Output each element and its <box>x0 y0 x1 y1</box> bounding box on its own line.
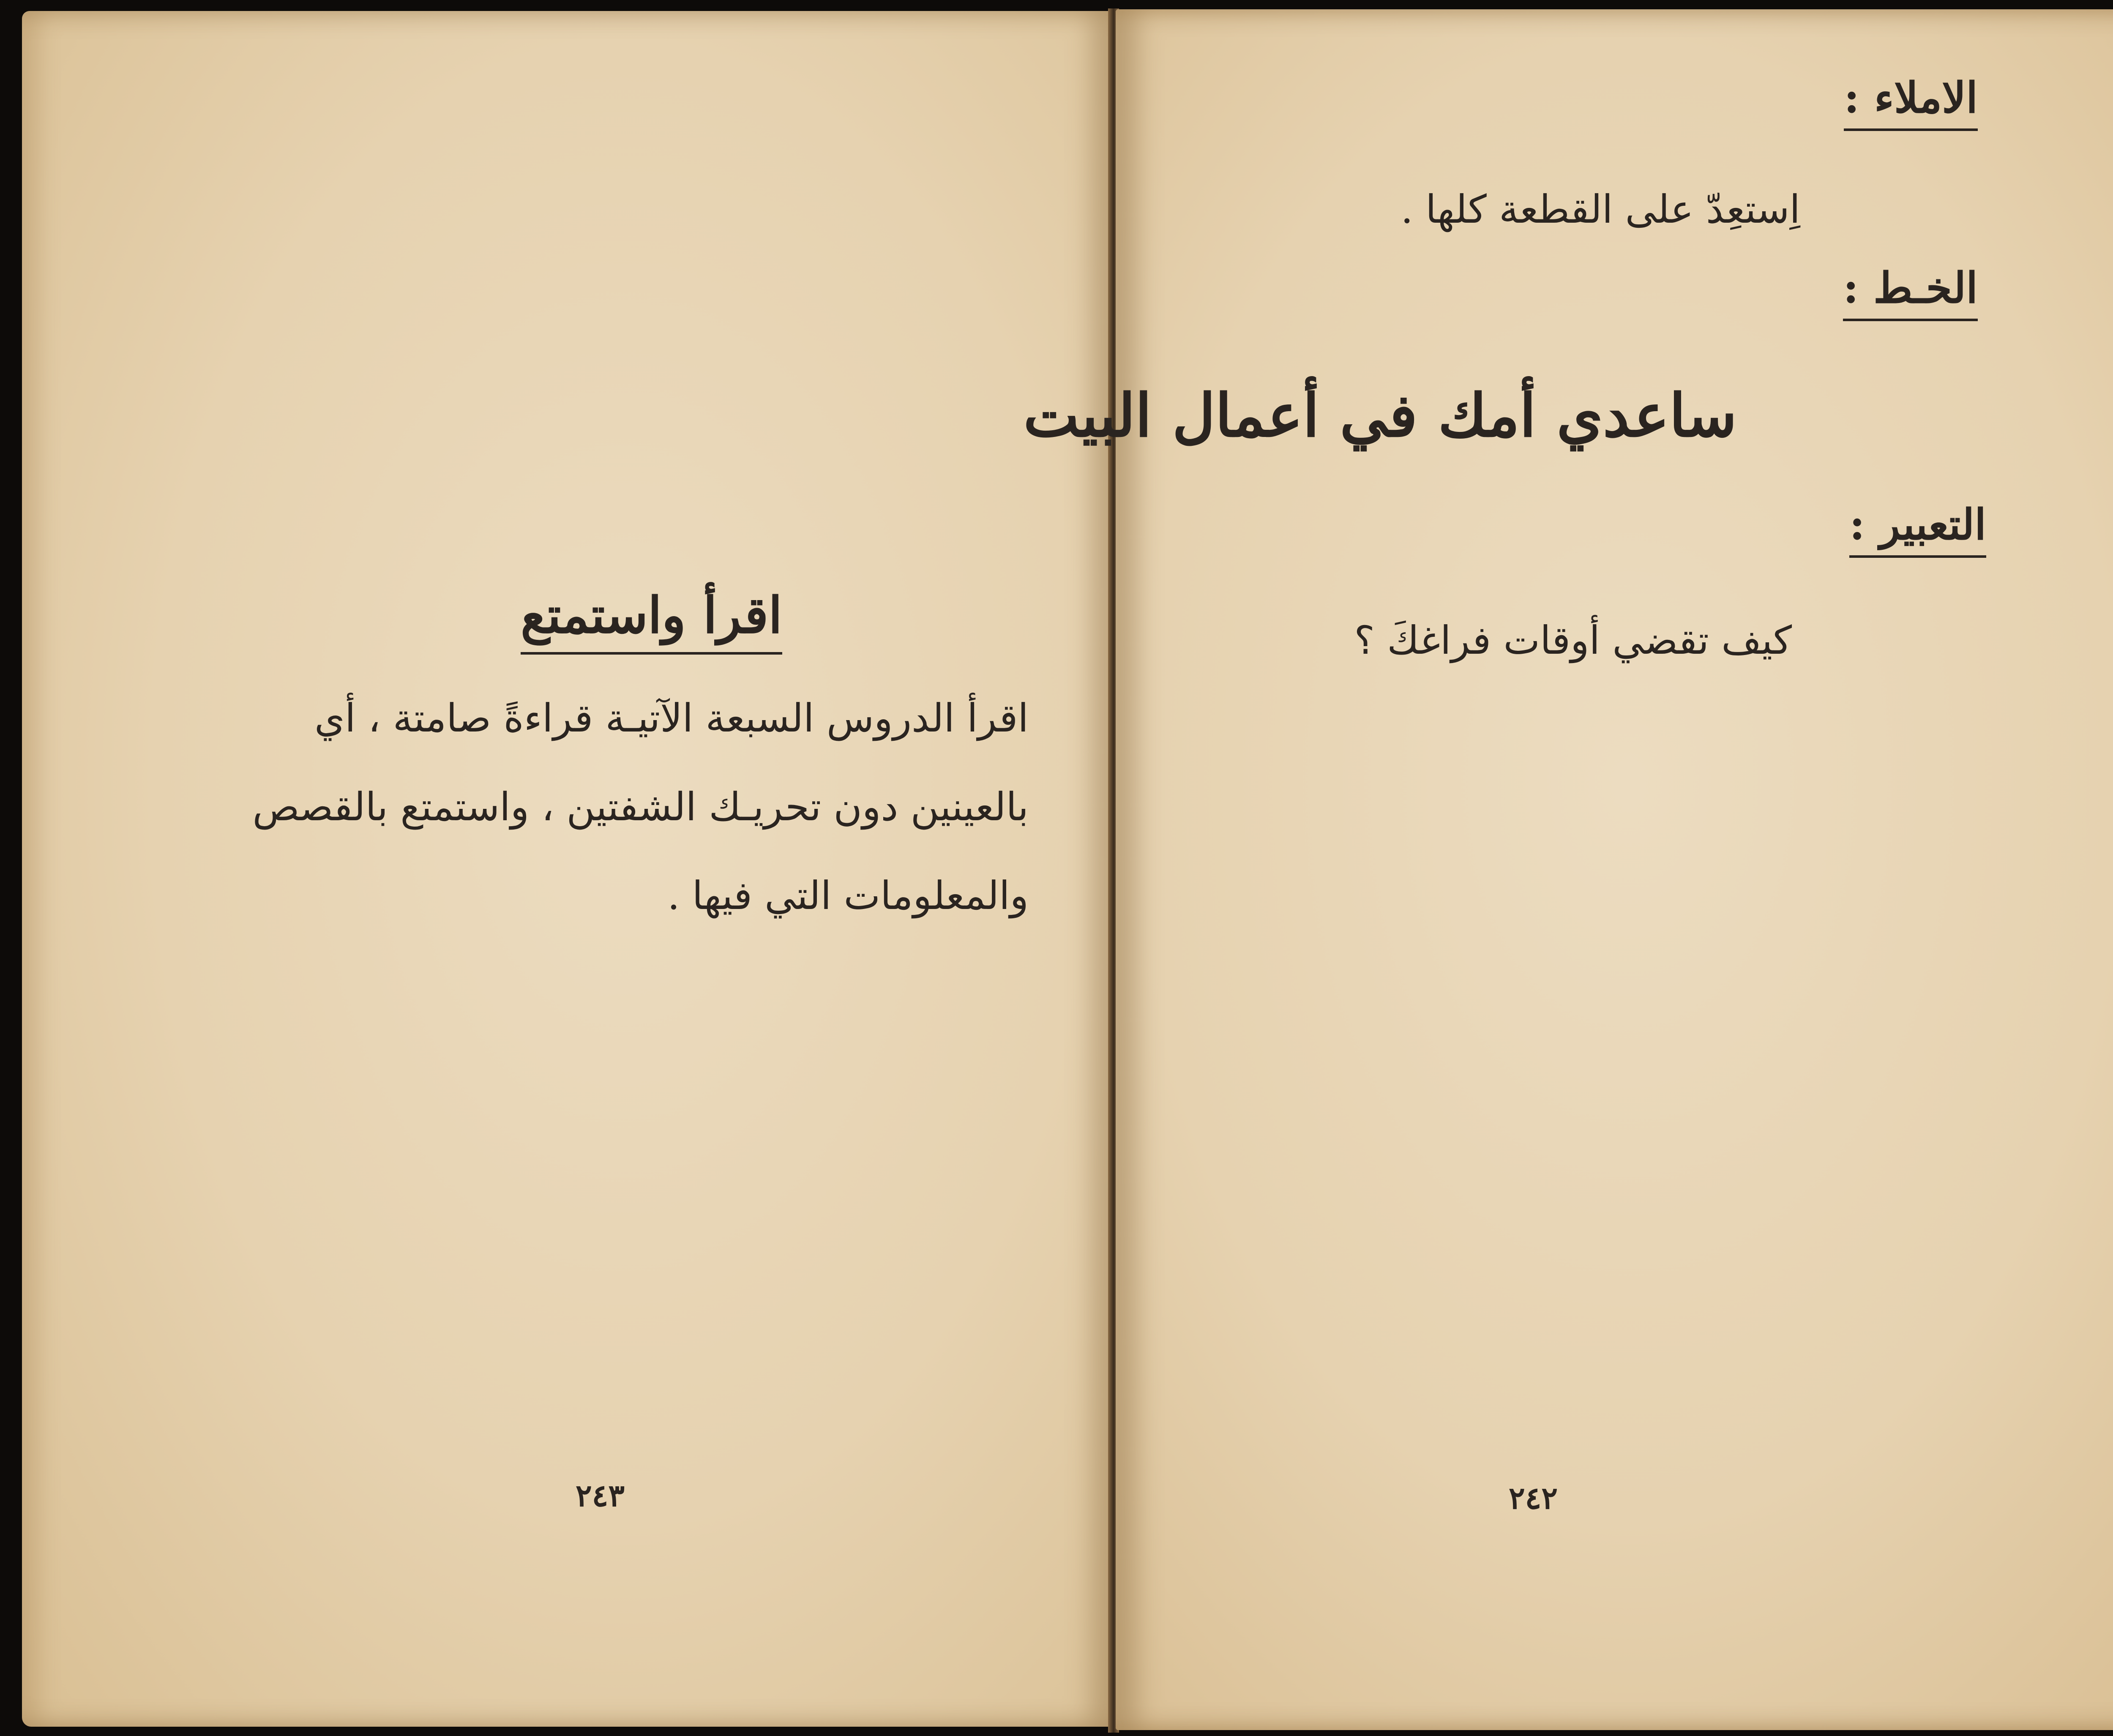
handwriting-sample: ساعدي أمك في أعمال البيت <box>1023 381 1737 450</box>
left-page <box>22 11 1113 1727</box>
handwriting-heading: الخـط : <box>1843 263 1978 321</box>
expression-question: كيف تقضي أوقات فراغكَ ؟ <box>1354 618 1792 663</box>
right-page <box>1023 9 2113 1730</box>
dictation-heading: الاملاء : <box>1844 73 1978 131</box>
paragraph-line-1: اقرأ الدروس السبعة الآتيـة قراءةً صامتة ، أي <box>314 696 1029 741</box>
page-number-left: ٢٤٣ <box>576 1477 625 1513</box>
section-title: اقرأ واستمتع <box>521 586 782 655</box>
expression-heading: التعبير : <box>1849 500 1986 558</box>
dictation-text: اِستعِدّ على القطعة كلها . <box>1400 187 1800 232</box>
paragraph-line-3: والمعلومات التي فيها . <box>667 873 1029 918</box>
paragraph-line-2: بالعينين دون تحريـك الشفتين ، واستمتع بالقصص <box>252 784 1029 830</box>
page-number-right: ٢٤٢ <box>1509 1480 1558 1516</box>
